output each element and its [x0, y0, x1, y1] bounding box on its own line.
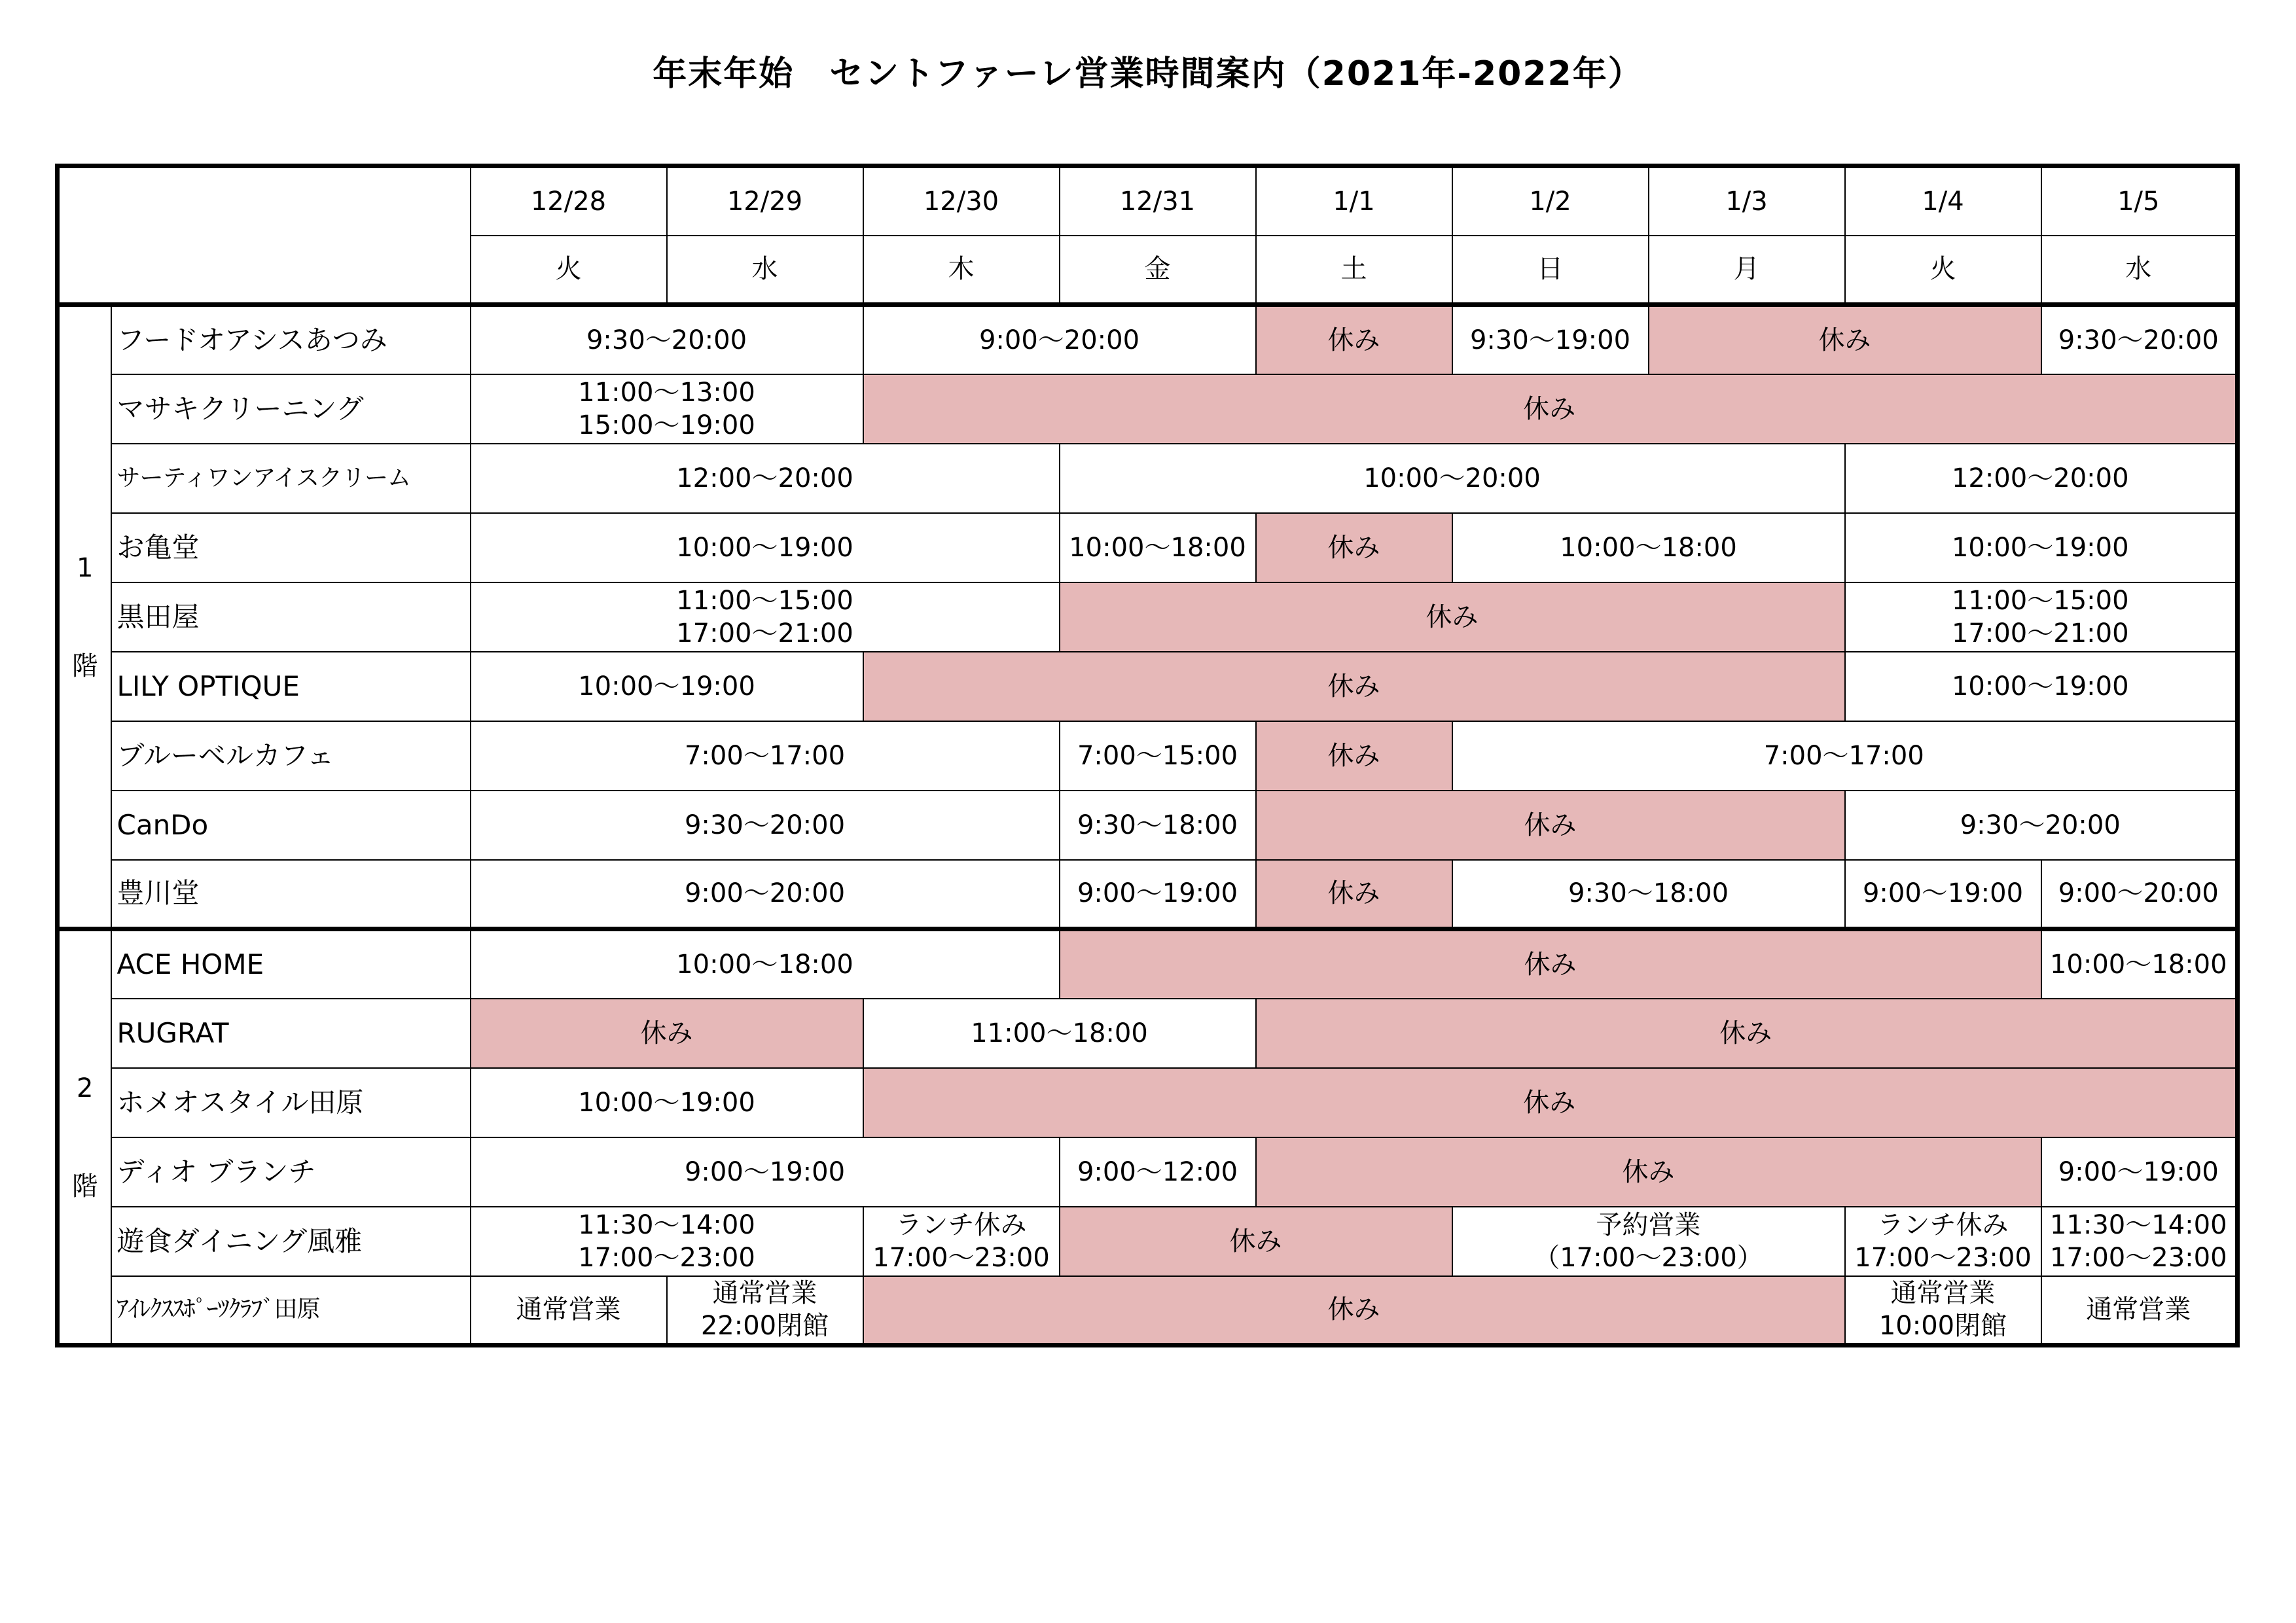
hours-line: 11:00〜13:00	[578, 377, 755, 408]
hours-cell: 9:00〜20:00	[471, 860, 1060, 929]
shop-name: ACE HOME	[111, 929, 471, 999]
closed-cell: 休み	[1256, 513, 1452, 582]
hours-cell: 9:00〜20:00	[863, 305, 1256, 374]
closed-cell: 休み	[1649, 305, 2041, 374]
date-header: 12/29	[667, 166, 863, 236]
hours-line: 17:00〜23:00	[872, 1242, 1050, 1273]
table-row	[58, 860, 2238, 929]
table-row	[58, 1276, 2238, 1346]
closed-cell: 休み	[1256, 791, 1845, 860]
date-header: 1/5	[2041, 166, 2238, 236]
shop-name: フードオアシスあつみ	[111, 305, 471, 374]
table-row	[58, 791, 2238, 860]
hours-line: 11:30〜14:00	[2049, 1209, 2227, 1240]
hours-cell: 11:00〜18:00	[863, 999, 1256, 1068]
closed-cell: 休み	[863, 652, 1845, 721]
closed-cell: 休み	[1060, 929, 2041, 999]
hours-cell: 通常営業	[471, 1276, 667, 1346]
hours-line: 17:00〜23:00	[2049, 1242, 2227, 1273]
shop-name: CanDo	[111, 791, 471, 860]
hours-cell: 10:00〜18:00	[1060, 513, 1256, 582]
closed-cell: 休み	[1256, 860, 1452, 929]
hours-cell: 9:00〜19:00	[1060, 860, 1256, 929]
hours-cell: 10:00〜19:00	[471, 513, 1060, 582]
floor-label	[58, 929, 111, 1346]
header-dates-row	[58, 166, 2238, 236]
hours-cell: 9:00〜19:00	[2041, 1137, 2238, 1207]
floor-label-text: 階	[71, 1171, 98, 1202]
hours-cell: 7:00〜17:00	[1452, 721, 2238, 791]
hours-cell: 12:00〜20:00	[471, 444, 1060, 513]
shop-name: ディオ ブランチ	[111, 1137, 471, 1207]
hours-line: ランチ休み	[895, 1209, 1027, 1240]
table-row	[58, 444, 2238, 513]
hours-line: 17:00〜21:00	[676, 618, 853, 649]
hours-cell: 12:00〜20:00	[1845, 444, 2238, 513]
floor-label-text: 階	[71, 651, 98, 681]
hours-line: 11:30〜14:00	[578, 1209, 755, 1240]
hours-line: 17:00〜21:00	[1951, 618, 2129, 649]
shop-name: LILY OPTIQUE	[111, 652, 471, 721]
hours-cell	[471, 374, 863, 444]
shop-name: ブルーベルカフェ	[111, 721, 471, 791]
date-header: 1/4	[1845, 166, 2041, 236]
shop-name: ホメオスタイル田原	[111, 1068, 471, 1137]
weekday-header: 水	[667, 236, 863, 305]
hours-line: 17:00〜23:00	[578, 1242, 755, 1273]
weekday-header: 金	[1060, 236, 1256, 305]
shop-name: お亀堂	[111, 513, 471, 582]
hours-line: 10:00閉館	[1878, 1311, 2007, 1342]
hours-cell: 10:00〜18:00	[2041, 929, 2238, 999]
shop-name: 遊食ダイニング風雅	[111, 1207, 471, 1276]
date-header: 1/3	[1649, 166, 1845, 236]
hours-cell: 10:00〜19:00	[471, 1068, 863, 1137]
hours-line: 11:00〜15:00	[676, 585, 853, 616]
date-header: 1/2	[1452, 166, 1649, 236]
hours-line: 15:00〜19:00	[578, 410, 755, 440]
hours-line: 通常営業	[712, 1278, 817, 1309]
floor-label-text: 1	[77, 552, 94, 583]
table-row	[58, 1068, 2238, 1137]
closed-cell: 休み	[1256, 721, 1452, 791]
hours-line: 17:00〜23:00	[1854, 1242, 2032, 1273]
hours-line: （17:00〜23:00）	[1534, 1242, 1763, 1273]
hours-cell: 9:30〜18:00	[1452, 860, 1845, 929]
hours-cell: 通常営業	[2041, 1276, 2238, 1346]
closed-cell: 休み	[1256, 1137, 2041, 1207]
hours-cell	[471, 582, 1060, 652]
table-row	[58, 1207, 2238, 1276]
closed-cell: 休み	[471, 999, 863, 1068]
weekday-header: 日	[1452, 236, 1649, 305]
table-row	[58, 305, 2238, 374]
hours-cell: 10:00〜18:00	[1452, 513, 1845, 582]
header-corner	[58, 166, 471, 305]
shop-name: ｱｲﾚｸｽｽﾎﾟｰﾂｸﾗﾌﾞ田原	[111, 1276, 471, 1346]
hours-line: 11:00〜15:00	[1951, 585, 2129, 616]
table-row	[58, 652, 2238, 721]
hours-cell	[863, 1207, 1060, 1276]
page-title: 年末年始 セントファーレ営業時間案内（2021年-2022年）	[653, 54, 1643, 94]
shop-name: サーティワンアイスクリーム	[111, 444, 471, 513]
hours-cell: 9:00〜19:00	[1845, 860, 2041, 929]
table-row	[58, 1137, 2238, 1207]
table-row	[58, 374, 2238, 444]
table-row	[58, 582, 2238, 652]
hours-cell	[471, 1207, 863, 1276]
shop-name: RUGRAT	[111, 999, 471, 1068]
hours-line: 予約営業	[1596, 1209, 1701, 1240]
hours-cell: 9:00〜20:00	[2041, 860, 2238, 929]
hours-cell	[667, 1276, 863, 1346]
hours-cell: 9:30〜20:00	[471, 791, 1060, 860]
weekday-header: 木	[863, 236, 1060, 305]
weekday-header: 火	[1845, 236, 2041, 305]
weekday-header: 月	[1649, 236, 1845, 305]
weekday-header: 水	[2041, 236, 2238, 305]
date-header: 12/30	[863, 166, 1060, 236]
hours-cell: 9:00〜12:00	[1060, 1137, 1256, 1207]
hours-cell: 9:30〜20:00	[1845, 791, 2238, 860]
hours-cell	[1845, 582, 2238, 652]
hours-cell: 10:00〜19:00	[1845, 513, 2238, 582]
hours-cell	[1845, 1276, 2041, 1346]
hours-line: 22:00閉館	[700, 1311, 829, 1342]
floor-label	[58, 305, 111, 929]
date-header: 12/31	[1060, 166, 1256, 236]
closed-cell: 休み	[863, 1068, 2238, 1137]
hours-line: ランチ休み	[1877, 1209, 2009, 1240]
hours-cell: 7:00〜17:00	[471, 721, 1060, 791]
hours-cell: 10:00〜19:00	[1845, 652, 2238, 721]
floor-label-text: 2	[77, 1073, 94, 1103]
hours-line: 通常営業	[1890, 1278, 1996, 1309]
hours-cell	[2041, 1207, 2238, 1276]
hours-cell: 9:30〜20:00	[471, 305, 863, 374]
table-row	[58, 999, 2238, 1068]
weekday-header: 火	[471, 236, 667, 305]
table-row	[58, 721, 2238, 791]
hours-cell: 7:00〜15:00	[1060, 721, 1256, 791]
hours-cell: 9:00〜19:00	[471, 1137, 1060, 1207]
hours-cell: 9:30〜19:00	[1452, 305, 1649, 374]
hours-cell: 9:30〜20:00	[2041, 305, 2238, 374]
business-hours-table	[55, 164, 2240, 1347]
hours-cell	[1845, 1207, 2041, 1276]
date-header: 12/28	[471, 166, 667, 236]
table-row	[58, 929, 2238, 999]
table-row	[58, 513, 2238, 582]
closed-cell: 休み	[863, 1276, 1845, 1346]
closed-cell: 休み	[1060, 1207, 1452, 1276]
date-header: 1/1	[1256, 166, 1452, 236]
shop-name: 豊川堂	[111, 860, 471, 929]
weekday-header: 土	[1256, 236, 1452, 305]
hours-cell: 9:30〜18:00	[1060, 791, 1256, 860]
shop-name: 黒田屋	[111, 582, 471, 652]
closed-cell: 休み	[1256, 999, 2238, 1068]
hours-cell	[1452, 1207, 1845, 1276]
closed-cell: 休み	[1256, 305, 1452, 374]
hours-cell: 10:00〜18:00	[471, 929, 1060, 999]
closed-cell: 休み	[1060, 582, 1845, 652]
closed-cell: 休み	[863, 374, 2238, 444]
hours-cell: 10:00〜20:00	[1060, 444, 1845, 513]
hours-cell: 10:00〜19:00	[471, 652, 863, 721]
shop-name: マサキクリーニング	[111, 374, 471, 444]
